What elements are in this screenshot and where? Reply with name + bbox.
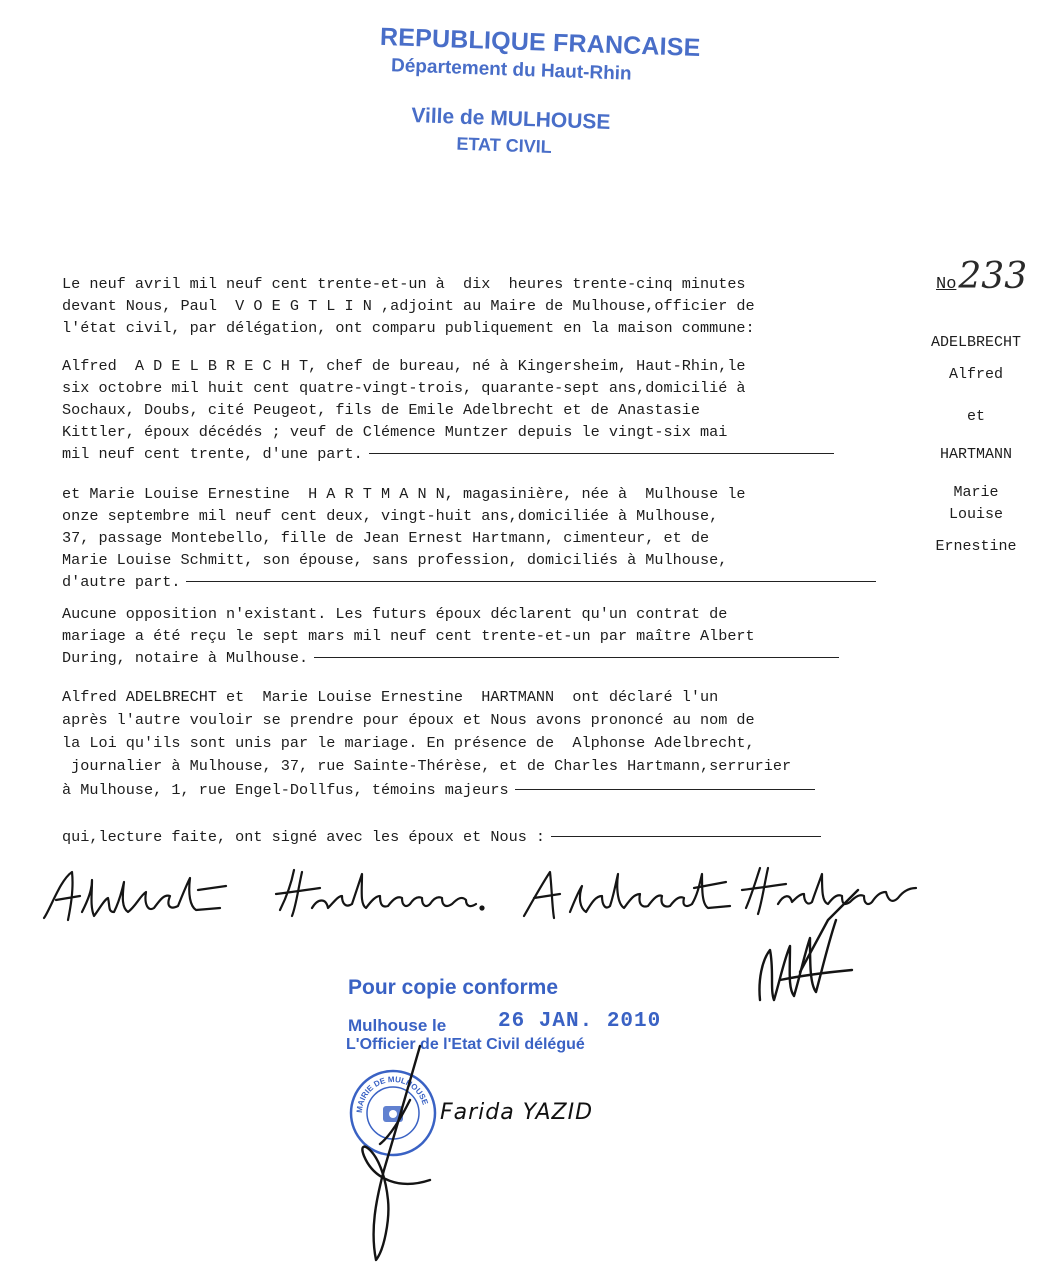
text-line: 37, passage Montebello, fille de Jean Ernest Hartmann, cimenteur, et de <box>62 529 710 547</box>
text-line: devant Nous, Paul V O E G T L I N ,adjoint au Maire de Mulhouse,officier de <box>62 297 755 315</box>
text-line: journalier à Mulhouse, 37, rue Sainte-Thérèse, et de Charles Hartmann,serrurier <box>62 757 792 775</box>
text-line-end: During, notaire à Mulhouse. <box>62 649 309 667</box>
stamp-line-republique: REPUBLIQUE FRANCAISE <box>379 22 702 63</box>
acte-number-value: 233 <box>958 256 1028 297</box>
republique-stamp <box>357 18 702 179</box>
text-line: après l'autre vouloir se prendre pour époux et Nous avons prononcé au nom de <box>62 711 755 729</box>
text-line-end: d'autre part. <box>62 573 181 591</box>
signature-hartmann-bride <box>276 870 484 916</box>
margin-groom-firstname: Alfred <box>948 366 1003 383</box>
text-line: la Loi qu'ils sont unis par le mariage. En présence de Alphonse Adelbrecht, <box>62 734 755 752</box>
margin-bride-firstname-2: Louise <box>948 506 1003 523</box>
text-line-end: mil neuf cent trente, d'une part. <box>62 445 363 463</box>
stamp-line-ville: Ville de MULHOUSE <box>410 104 611 134</box>
mayor-signature <box>740 880 870 1010</box>
acte-number-label: No <box>936 275 957 294</box>
stamp-line-departement: Département du Haut-Rhin <box>390 55 632 85</box>
text-line: onze septembre mil neuf cent deux, vingt-huit ans,domiciliée à Mulhouse, <box>62 507 719 525</box>
text-line <box>62 573 876 591</box>
fill-rule <box>551 836 821 837</box>
signature-adelbrecht-witness <box>524 872 730 918</box>
text-line <box>62 781 815 799</box>
fill-rule <box>369 453 834 454</box>
stamp-line-copie-conforme: Pour copie conforme <box>348 976 559 999</box>
acte-number <box>936 256 1027 297</box>
signature-adelbrecht-groom <box>44 872 226 920</box>
stamp-line-officier: L'Officier de l'Etat Civil délégué <box>346 1036 585 1053</box>
officer-name: Farida YAZID <box>440 1100 594 1125</box>
text-line-end: qui,lecture faite, ont signé avec les époux et Nous : <box>62 828 546 846</box>
stamp-line-etat-civil: ETAT CIVIL <box>456 133 553 157</box>
stamp-line-mulhouse-le: Mulhouse le <box>348 1016 447 1035</box>
text-line <box>62 649 839 667</box>
text-line <box>62 445 834 463</box>
margin-bride-firstname-3: Ernestine <box>935 538 1017 555</box>
fill-rule <box>515 789 815 790</box>
text-line: Alfred ADELBRECHT et Marie Louise Ernestine HARTMANN ont déclaré l'un <box>62 688 719 706</box>
text-line-end: à Mulhouse, 1, rue Engel-Dollfus, témoins majeurs <box>62 781 509 799</box>
fill-rule <box>314 657 839 658</box>
margin-conjunction: et <box>966 408 985 425</box>
seal-text: MAIRIE DE MULHOUSE <box>354 1074 430 1114</box>
margin-bride-surname: HARTMANN <box>939 446 1012 463</box>
text-line <box>62 828 821 846</box>
margin-groom-surname: ADELBRECHT <box>930 334 1021 351</box>
fill-rule <box>186 581 876 582</box>
text-line: Le neuf avril mil neuf cent trente-et-un à dix heures trente-cinq minutes <box>62 275 746 293</box>
text-line: mariage a été reçu le sept mars mil neuf cent trente-et-un par maître Albert <box>62 627 755 645</box>
text-line: six octobre mil huit cent quatre-vingt-trois, quarante-sept ans,domicilié à <box>62 379 746 397</box>
text-line: Marie Louise Schmitt, son épouse, sans profession, domiciliés à Mulhouse, <box>62 551 728 569</box>
officer-signature <box>340 1040 450 1270</box>
text-line: Kittler, époux décédés ; veuf de Clémence Muntzer depuis le vingt-six mai <box>62 423 728 441</box>
text-line: Alfred A D E L B R E C H T, chef de bureau, né à Kingersheim, Haut-Rhin,le <box>62 357 746 375</box>
margin-bride-firstname-1: Marie <box>953 484 999 501</box>
text-line: Sochaux, Doubs, cité Peugeot, fils de Emile Adelbrecht et de Anastasie <box>62 401 700 419</box>
text-line: l'état civil, par délégation, ont comparu publiquement en la maison commune: <box>62 319 755 337</box>
text-line: Aucune opposition n'existant. Les futurs époux déclarent qu'un contrat de <box>62 605 728 623</box>
text-line: et Marie Louise Ernestine H A R T M A N N, magasinière, née à Mulhouse le <box>62 485 746 503</box>
stamp-date: 26 JAN. 2010 <box>498 1010 662 1033</box>
